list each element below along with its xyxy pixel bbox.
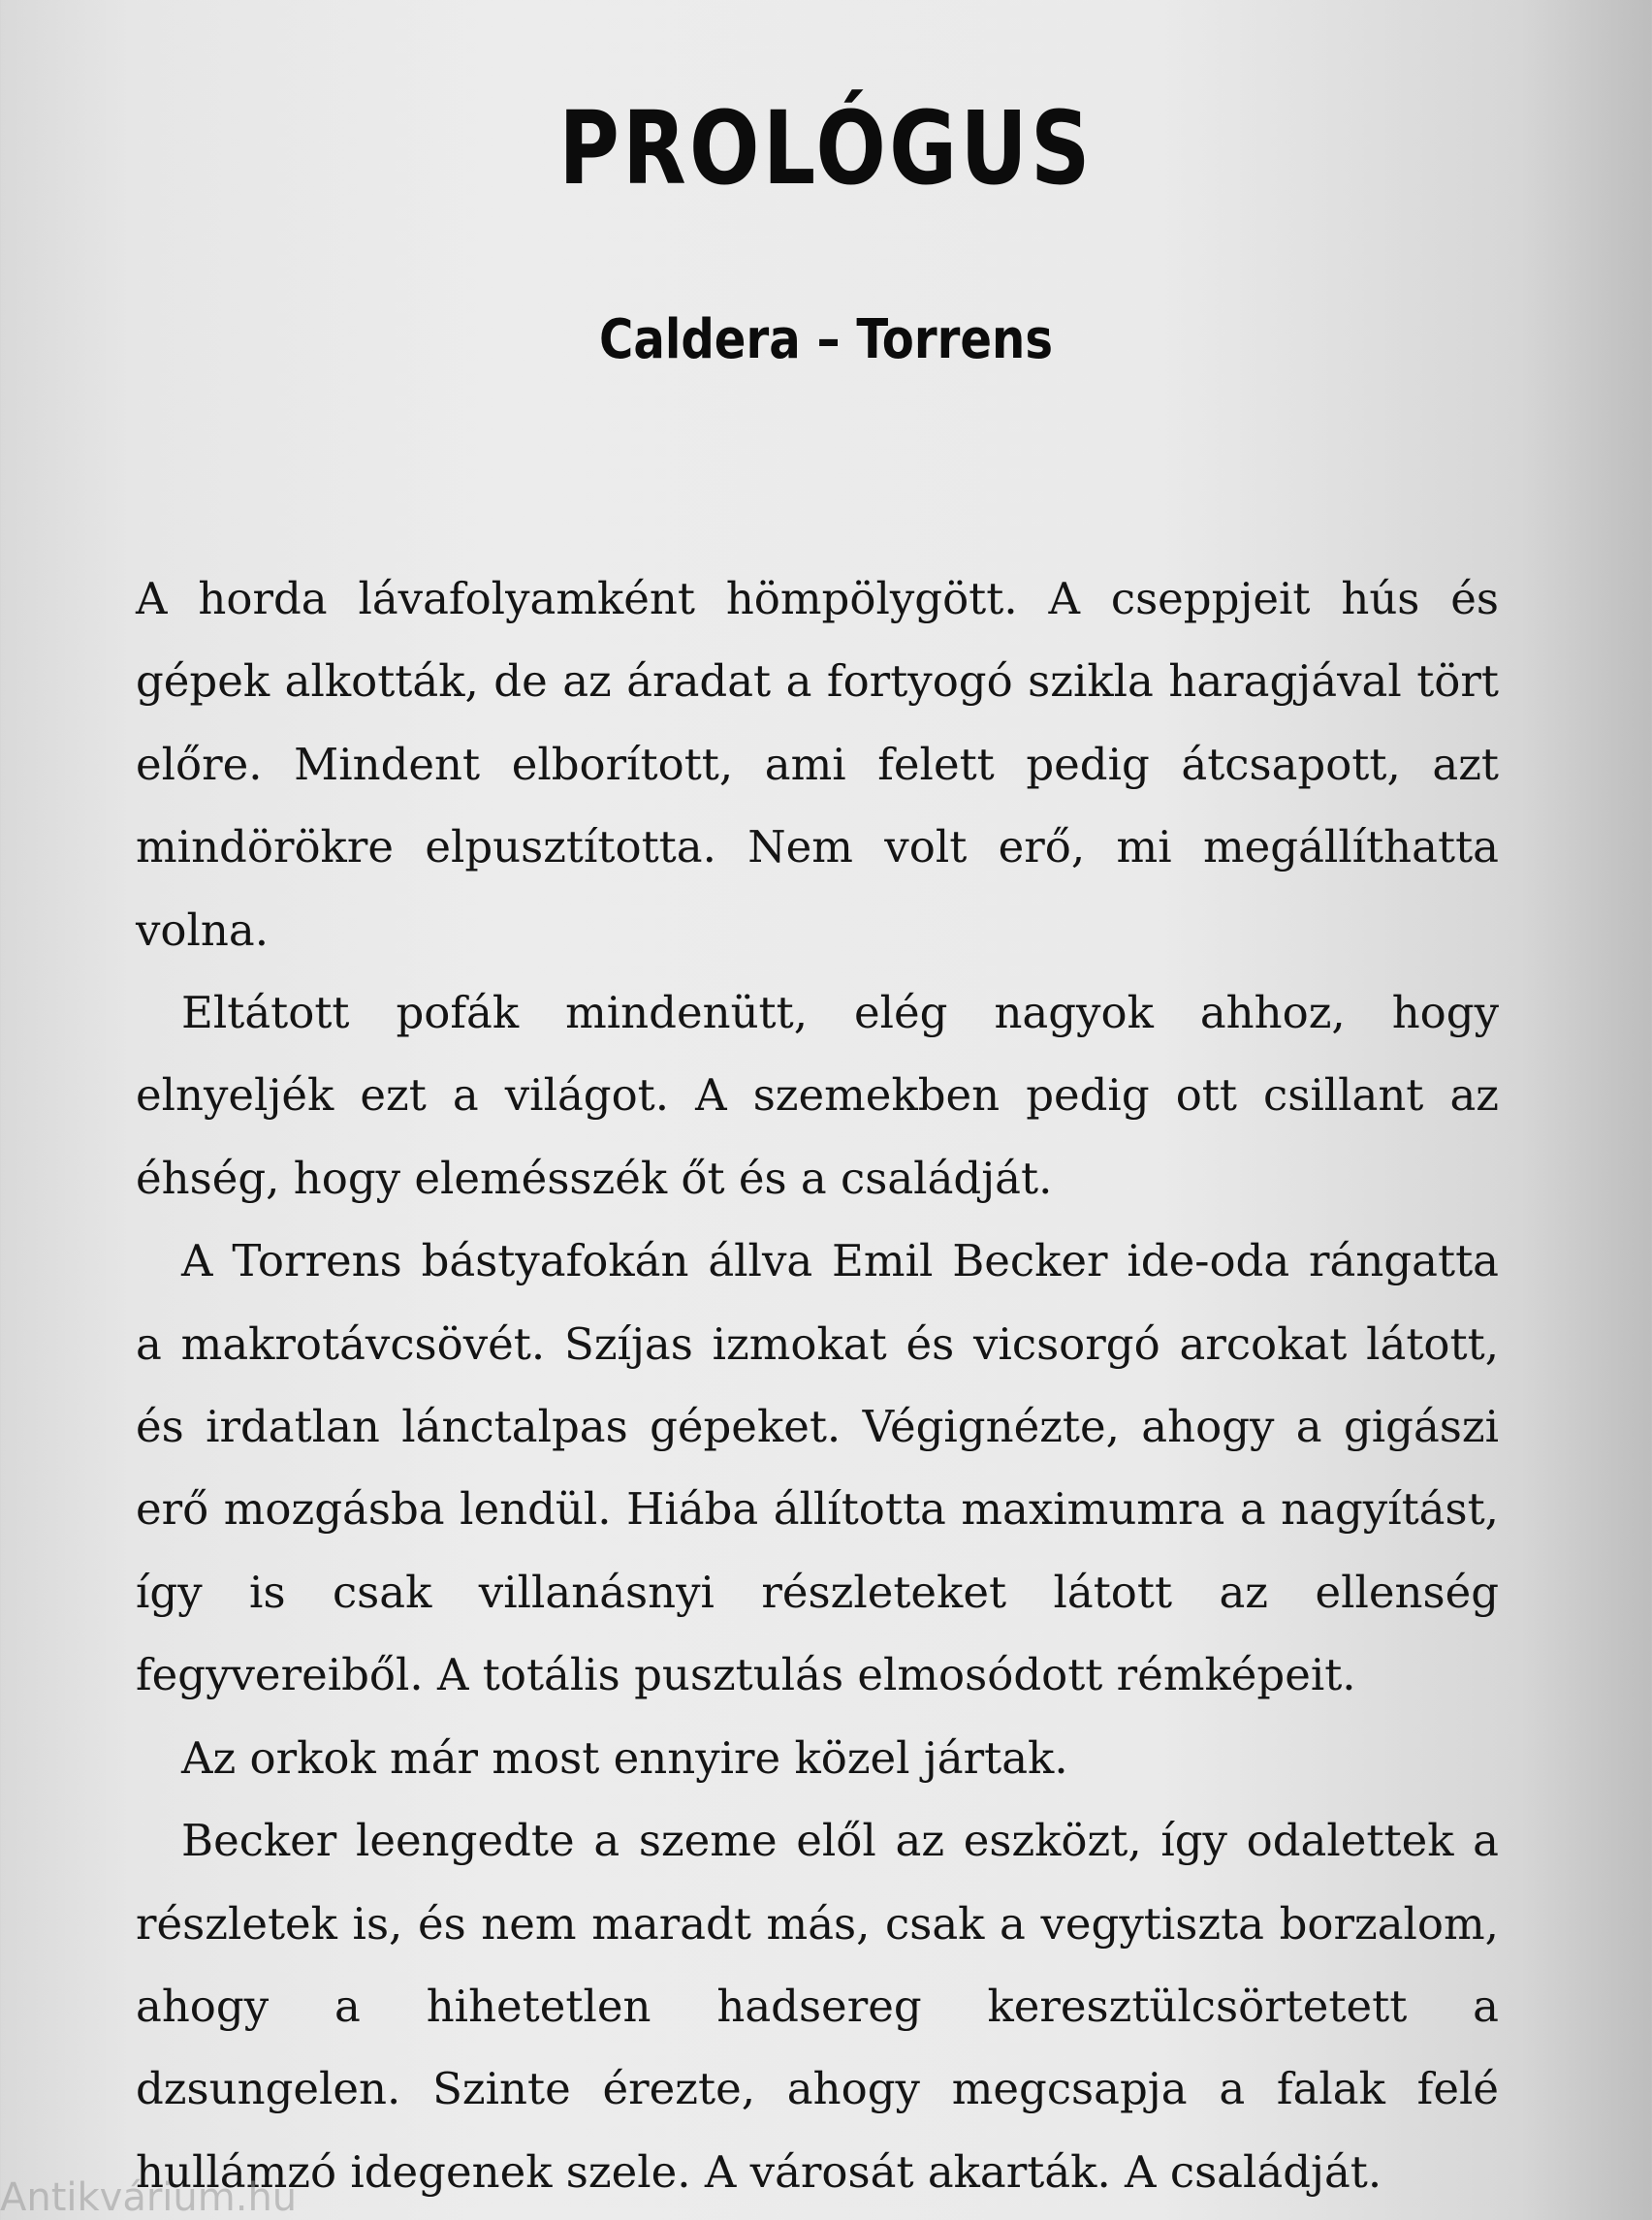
chapter-title: PROLÓGUS [558, 89, 1094, 207]
chapter-subtitle: Caldera – Torrens [598, 308, 1054, 371]
paragraph: A horda lávafolyamként hömpölygött. A cseppjeit hús és gépek alkották, de az áradat a fortyogó szikla haragjával tört előre. Mindent elborított, ami felett pedig átcsapott, azt mindörökre elpusztította. Nem volt erő, mi megállíthatta volna. [136, 573, 1499, 956]
paragraph: Becker leengedte a szeme elől az eszközt, így odalettek a részletek is, és nem maradt más, csak a vegytiszta borzalom, ahogy a hihetetlen hadsereg keresztülcsörtetett a dzsungelen. Szinte érezte, ahogy megcsapja a falak felé hullámzó idegenek szele. A városát akarták. A családját. [136, 1815, 1499, 2198]
watermark: Antikvárium.hu [0, 2175, 298, 2220]
paragraph: A Torrens bástyafokán állva Emil Becker ide-oda rángatta a makrotávcsövét. Szíjas izmokat és vicsorgó arcokat látott, és irdatlan lánctalpas gépeket. Végignézte, ahogy a gigászi erő mozgásba lendül. Hiába állította maximumra a nagyítást, így is csak villanásnyi részleteket látott az ellenség fegyvereiből. A totális pusztulás elmosódott rémképeit. [136, 1235, 1499, 1701]
paragraph: Az orkok már most ennyire közel jártak. [181, 1731, 1068, 1784]
body-text [136, 557, 1499, 2213]
paragraph: Eltátott pofák mindenütt, elég nagyok ahhoz, hogy elnyeljék ezt a világot. A szemekben pedig ott csillant az éhség, hogy elemésszék őt és a családját. [136, 987, 1499, 1204]
